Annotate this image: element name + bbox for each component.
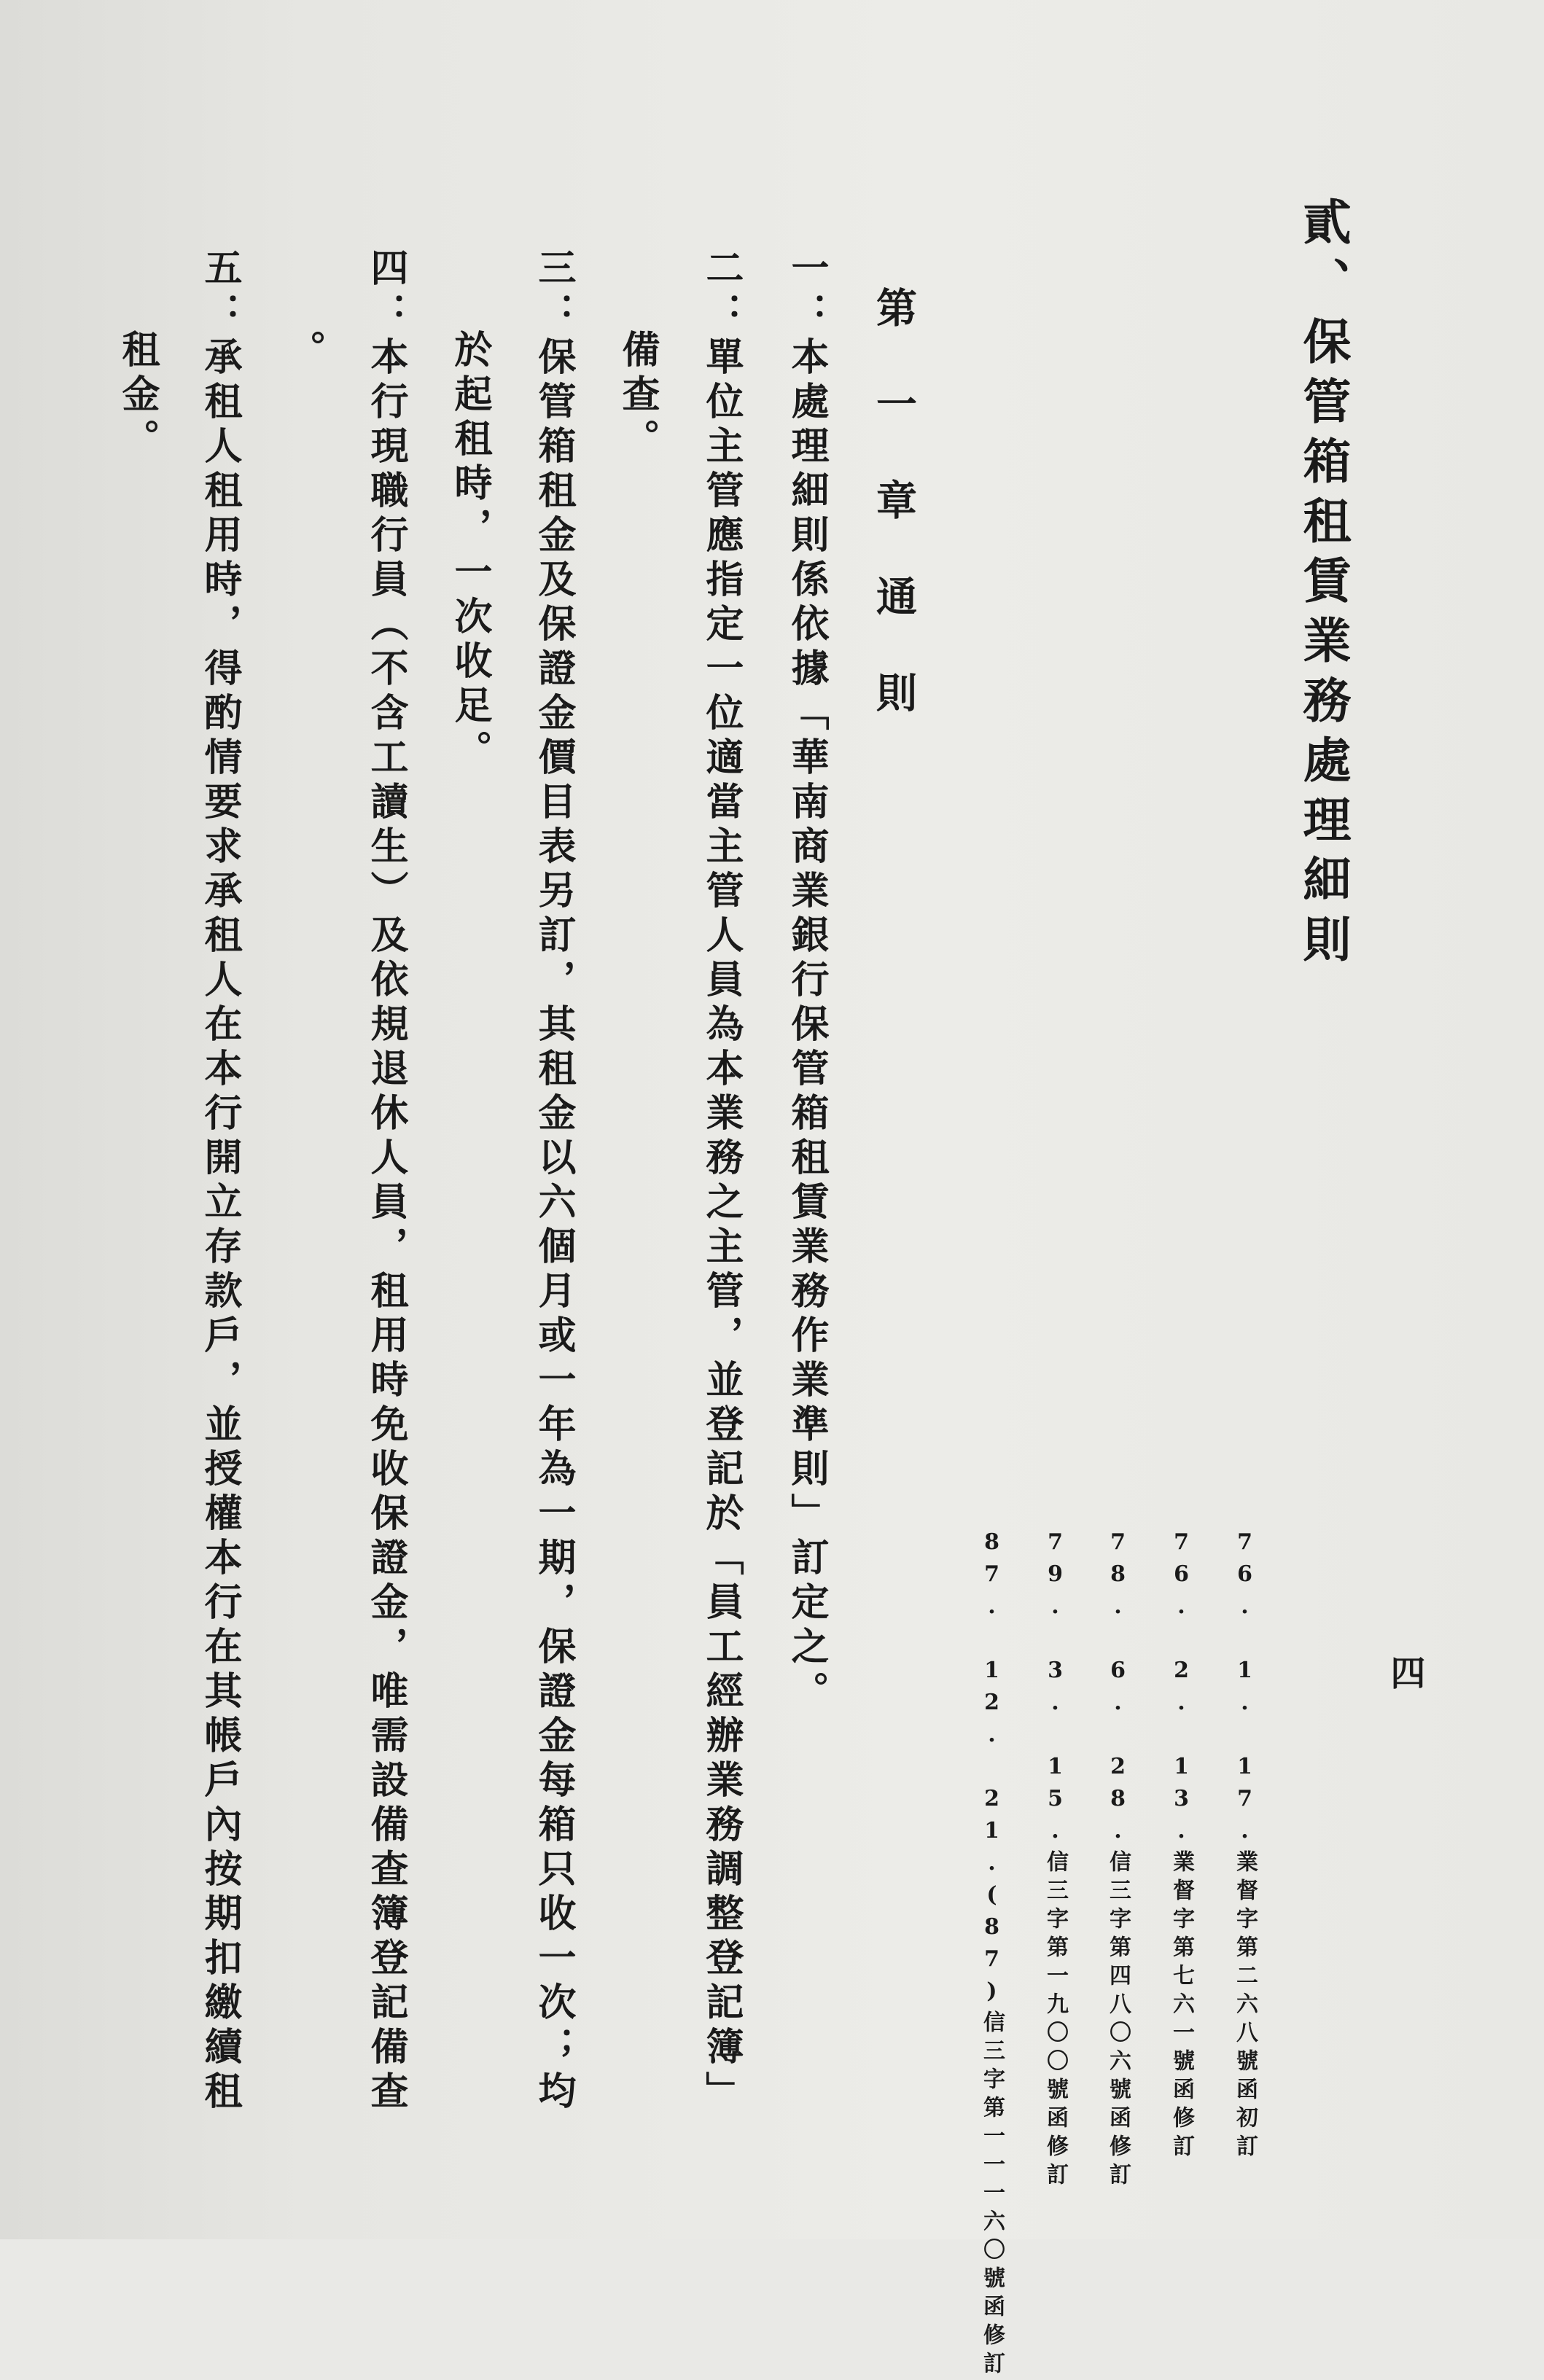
article-line: 。 bbox=[281, 329, 326, 374]
amendment-note: 78. 6. 28.信三字第四八〇六號函修訂 bbox=[1105, 1529, 1131, 2191]
chapter-heading: 第一章通則 bbox=[870, 286, 918, 768]
article-line: 三：保管箱租金及保證金價目表另訂，其租金以六個月或一年為一期，保證金每箱只收一次；均 bbox=[531, 248, 576, 2115]
article-line: 五：承租人租用時，得酌情要求承租人在本行開立存款戶，並授權本行在其帳戶內按期扣繳續租 bbox=[198, 248, 242, 2115]
article-line: 二：單位主管應指定一位適當主管人員為本業務之主管，並登記於「員工經辦業務調整登記簿」 bbox=[699, 248, 744, 2115]
amendment-note: 87. 12. 21.(87)信三字第一一一六〇號函修訂 bbox=[979, 1529, 1005, 2380]
article-line: 於起租時，一次收足。 bbox=[448, 329, 492, 774]
article-line: 備查。 bbox=[615, 329, 660, 463]
article-line: 四：本行現職行員（不含工讀生）及依規退休人員，租用時免收保證金，唯需設備查簿登記備查 bbox=[364, 248, 408, 2115]
amendment-note: 76. 1. 17.業督字第二六八號函初訂 bbox=[1232, 1529, 1258, 2163]
page-number: 四 bbox=[1384, 1655, 1425, 1690]
article-line: 一：本處理細則係依據「華南商業銀行保管箱租賃業務作業準則」訂定之。 bbox=[784, 248, 829, 1715]
amendment-note: 79. 3. 15.信三字第一九〇〇號函修訂 bbox=[1042, 1529, 1068, 2191]
page-title: 貳、保管箱租賃業務處理細則 bbox=[1295, 197, 1352, 974]
article-line: 租金。 bbox=[115, 329, 160, 463]
amendment-note: 76. 2. 13.業督字第七六一號函修訂 bbox=[1169, 1529, 1194, 2163]
